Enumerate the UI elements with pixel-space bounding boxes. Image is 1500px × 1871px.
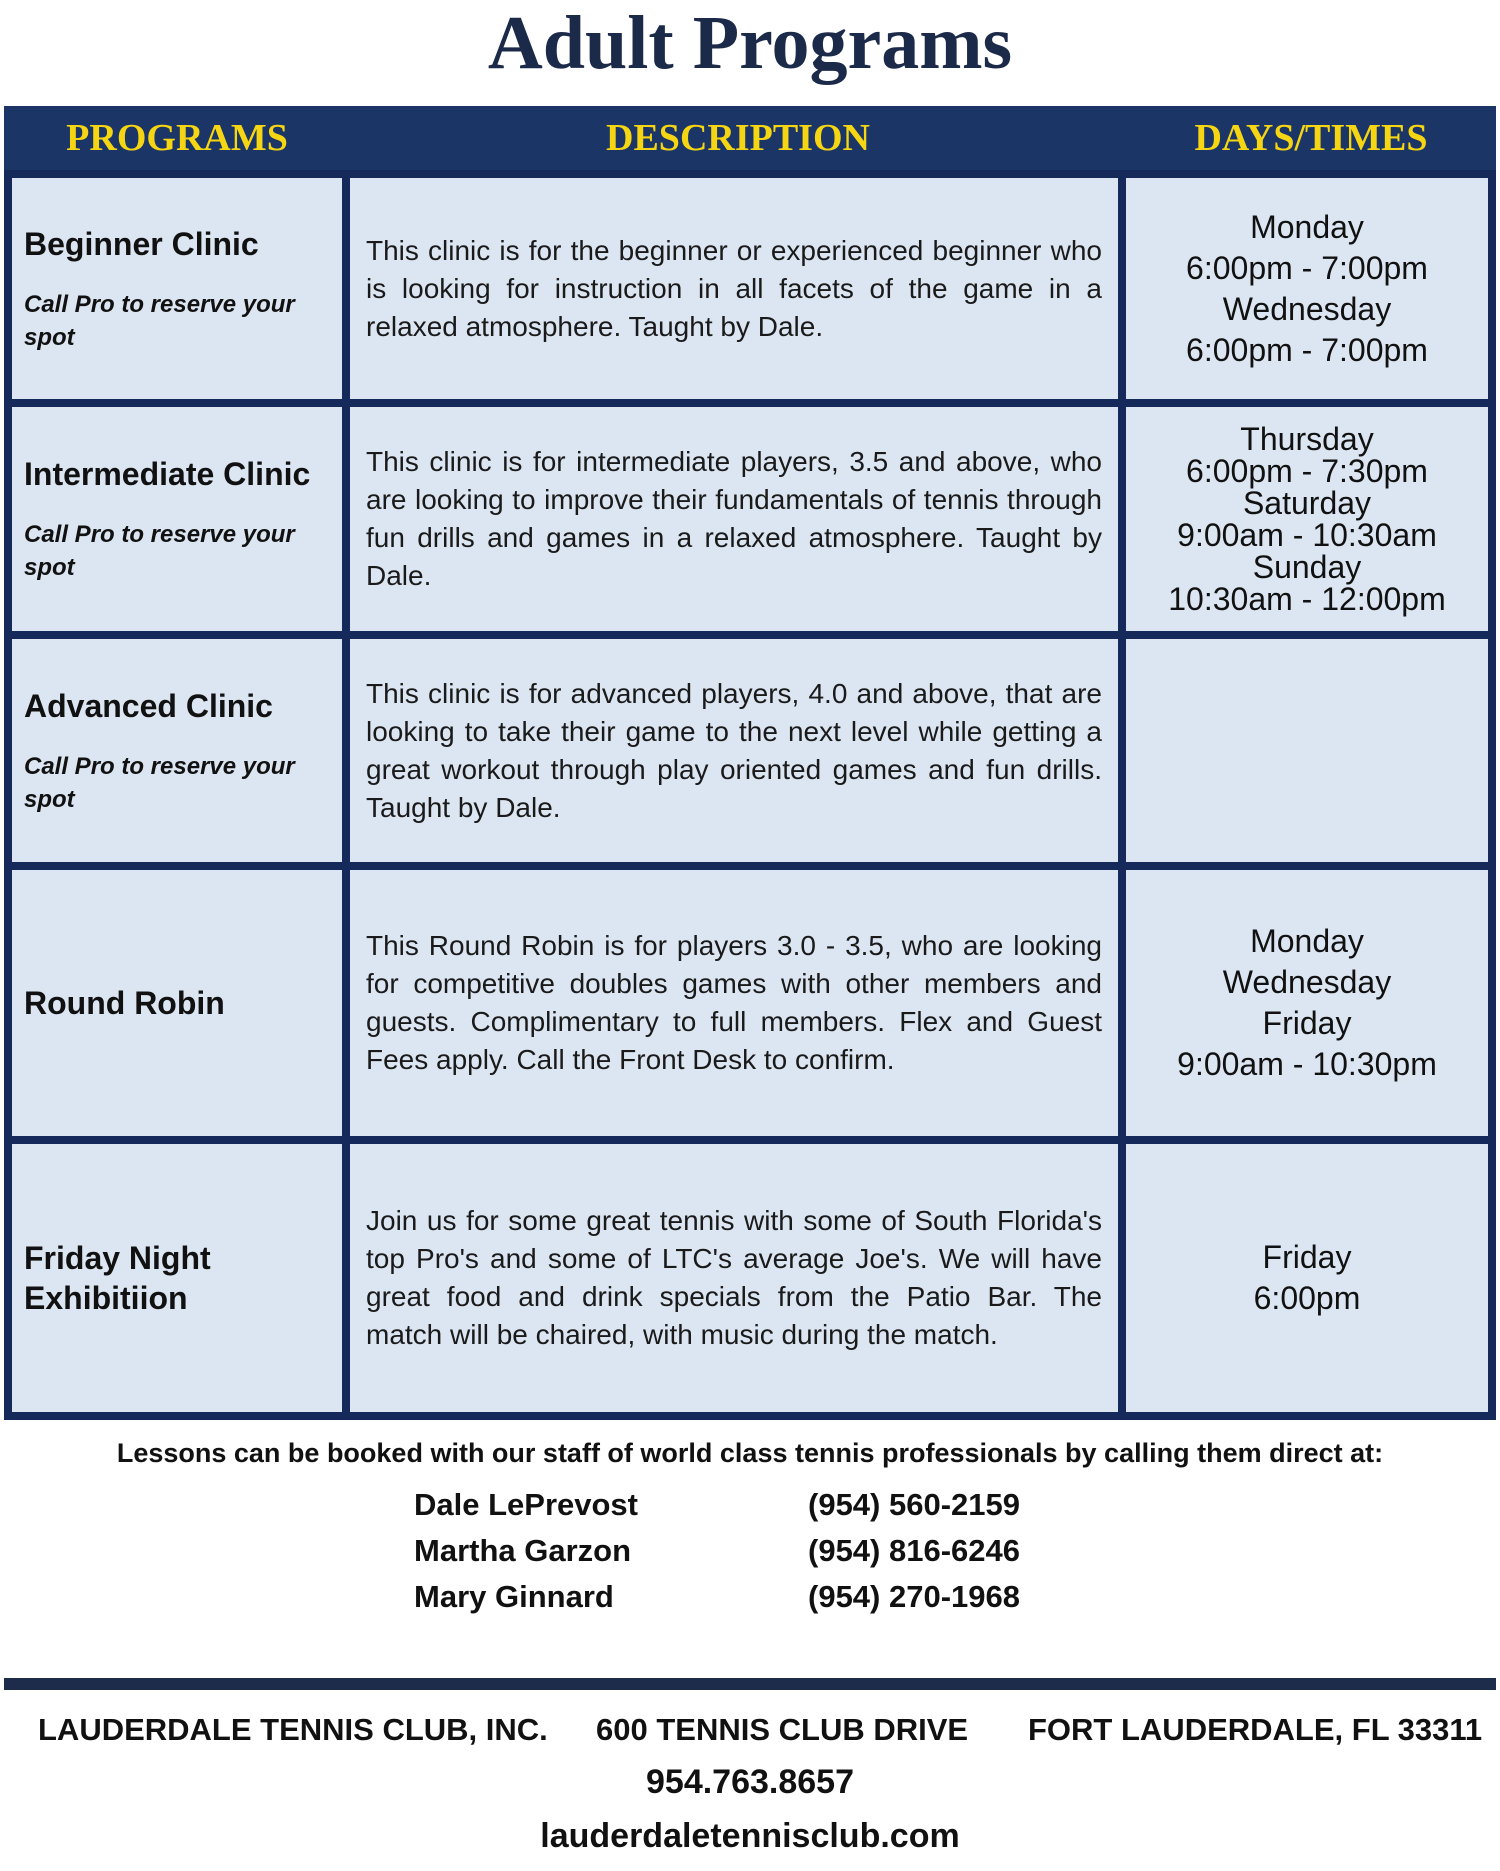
footer-address-row [0, 1706, 1500, 1754]
table-row [4, 178, 1496, 407]
program-name: Round Robin [24, 985, 225, 1022]
pro-contact [414, 1574, 1114, 1620]
time-line: Friday [1262, 1239, 1352, 1276]
description-cell [350, 407, 1126, 638]
description-cell [350, 870, 1126, 1144]
description-cell [350, 639, 1126, 870]
time-line: Monday [1250, 923, 1364, 960]
table-row [4, 639, 1496, 870]
times-cell [1126, 1144, 1496, 1420]
header-programs: PROGRAMS [4, 106, 350, 178]
program-description: Join us for some great tennis with some of South Florida's top Pro's and some of LTC's average Joe's. We will have great food and drink specials from the Patio Bar. The match will be chaired, with music during the match. [366, 1205, 1102, 1351]
pro-phone: (954) 816-6246 [808, 1533, 1020, 1568]
pro-contact [414, 1482, 1114, 1528]
club-city: FORT LAUDERDALE, FL 33311 [1028, 1712, 1483, 1747]
time-line: Monday [1250, 208, 1364, 245]
program-description: This Round Robin is for players 3.0 - 3.5, who are looking for competitive doubles games with other members and guests. Complimentary to full members. Flex and Guest Fees apply. Call the Front Desk to confirm. [366, 930, 1102, 1076]
table-header-row [4, 106, 1496, 178]
time-line: 10:30am - 12:00pm [1168, 581, 1446, 618]
programs-table [4, 106, 1496, 1420]
pro-contact-list [414, 1482, 1114, 1620]
pro-name: Mary Ginnard [414, 1579, 614, 1614]
club-website: lauderdaletennisclub.com [540, 1817, 960, 1855]
time-line: Saturday [1242, 485, 1372, 522]
program-name: Advanced Clinic [24, 687, 273, 724]
program-description: This clinic is for advanced players, 4.0 and above, that are looking to take their game to the next level while getting a great workout through play oriented games and fun drills. Taught by Dale. [366, 677, 1102, 823]
pro-phone: (954) 560-2159 [808, 1487, 1020, 1522]
pro-name: Martha Garzon [414, 1533, 632, 1568]
time-line: 6:00pm - 7:30pm [1186, 453, 1428, 490]
description-cell [350, 1144, 1126, 1420]
time-line: 6:00pm [1253, 1280, 1361, 1317]
time-line: 6:00pm - 7:00pm [1186, 331, 1428, 368]
pro-name: Dale LePrevost [414, 1487, 638, 1522]
program-cell [4, 407, 350, 638]
table-row [4, 407, 1496, 638]
pro-contact [414, 1528, 1114, 1574]
header-description: DESCRIPTION [350, 106, 1126, 178]
program-note: Call Pro to reserve your spot [24, 521, 295, 582]
times-cell [1126, 870, 1496, 1144]
time-line: Thursday [1240, 421, 1374, 458]
time-line: 6:00pm - 7:00pm [1186, 249, 1428, 286]
program-cell [4, 178, 350, 407]
program-cell [4, 639, 350, 870]
times-cell [1126, 178, 1496, 407]
times-cell [1126, 639, 1496, 870]
club-phone: 954.763.8657 [646, 1763, 854, 1801]
program-cell [4, 1144, 350, 1420]
program-description: This clinic is for intermediate players, 3.5 and above, who are looking to improve their fundamentals of tennis through fun drills and games in a relaxed atmosphere. Taught by Dale. [366, 446, 1102, 592]
time-line: Friday [1262, 1005, 1352, 1042]
program-cell [4, 870, 350, 1144]
footer-divider [4, 1678, 1496, 1690]
program-name: Intermediate Clinic [24, 456, 311, 493]
program-name: Beginner Clinic [24, 225, 259, 262]
time-line: Sunday [1252, 549, 1362, 586]
program-note: Call Pro to reserve your spot [24, 290, 295, 351]
description-cell [350, 178, 1126, 407]
club-name: LAUDERDALE TENNIS CLUB, INC. [38, 1712, 548, 1747]
program-note: Call Pro to reserve your spot [24, 752, 295, 813]
page-title: Adult Programs [487, 1, 1013, 85]
time-line: 9:00am - 10:30am [1177, 517, 1437, 554]
lessons-intro: Lessons can be booked with our staff of world class tennis professionals by calling them direct at: [116, 1438, 1384, 1468]
table-row [4, 870, 1496, 1144]
table-row [4, 1144, 1496, 1420]
club-address: 600 TENNIS CLUB DRIVE [596, 1712, 969, 1747]
header-days-times: DAYS/TIMES [1126, 106, 1496, 178]
program-name: Friday Night Exhibitiion [24, 1240, 211, 1317]
time-line: 9:00am - 10:30pm [1177, 1046, 1437, 1083]
time-line: Wednesday [1222, 964, 1392, 1001]
times-cell [1126, 407, 1496, 638]
pro-phone: (954) 270-1968 [808, 1579, 1020, 1614]
time-line: Wednesday [1222, 290, 1392, 327]
program-description: This clinic is for the beginner or experienced beginner who is looking for instruction in all facets of the game in a relaxed atmosphere. Taught by Dale. [366, 234, 1102, 342]
